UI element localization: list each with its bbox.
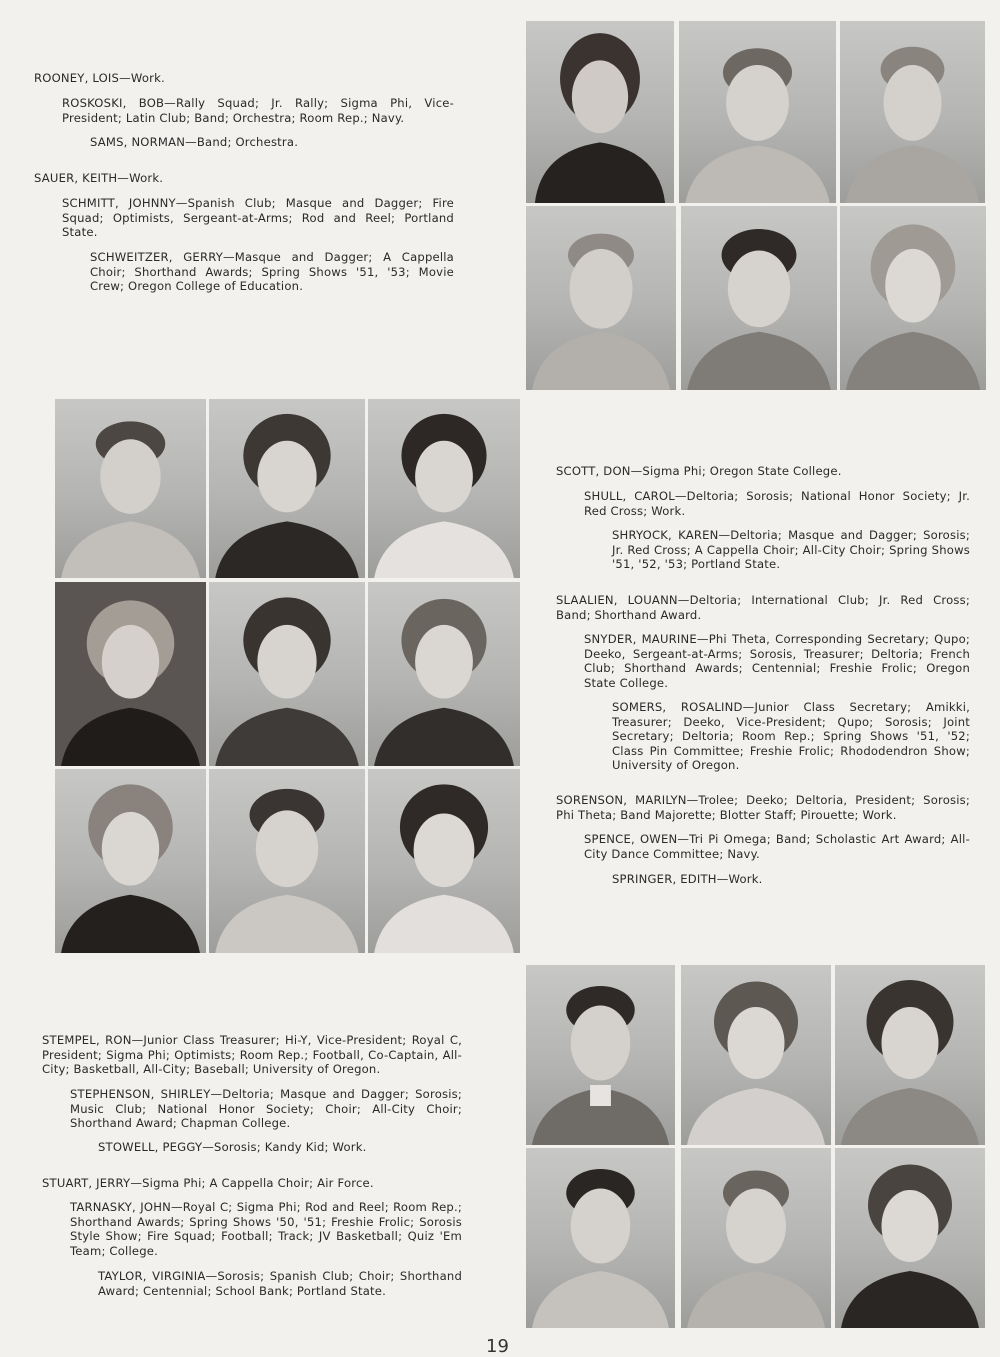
portrait-photo bbox=[526, 206, 676, 390]
portrait-photo bbox=[681, 965, 831, 1145]
portrait-photo bbox=[840, 21, 985, 203]
portrait-photo bbox=[368, 399, 520, 578]
entry-stempel: STEMPEL, RON—Junior Class Treasurer; Hi-Y, Vice-President; Royal C, President; Sigma Phi; Optimists; Room Rep.; Football, Co-Captain, All-City; Basketball, All-City; Baseball; University of Oregon. bbox=[42, 1033, 462, 1077]
portrait-photo bbox=[209, 399, 365, 578]
entry-scott: SCOTT, DON—Sigma Phi; Oregon State College. bbox=[556, 464, 842, 478]
portrait-photo bbox=[835, 965, 985, 1145]
portrait-photo bbox=[55, 399, 206, 578]
entry-spence: SPENCE, OWEN—Tri Pi Omega; Band; Scholastic Art Award; All-City Dance Committee; Navy. bbox=[584, 832, 970, 861]
portrait-photo bbox=[368, 582, 520, 766]
portrait-photo bbox=[55, 769, 206, 953]
entry-shryock: SHRYOCK, KAREN—Deltoria; Masque and Dagger; Sorosis; Jr. Red Cross; A Cappella Choir; All-City Choir; Spring Shows '51, '52, '53; Portland State. bbox=[612, 528, 970, 572]
portrait-photo bbox=[679, 21, 836, 203]
entry-sams: SAMS, NORMAN—Band; Orchestra. bbox=[90, 135, 299, 149]
entry-rooney: ROONEY, LOIS—Work. bbox=[34, 71, 165, 85]
entry-snyder: SNYDER, MAURINE—Phi Theta, Corresponding Secretary; Qupo; Deeko, Sergeant-at-Arms; Sorosis, Treasurer; Deltoria; French Club; Shorthand Awards; Centennial; Freshie Frolic; Oregon State College. bbox=[584, 632, 970, 690]
portrait-photo bbox=[209, 769, 365, 953]
portrait-photo bbox=[681, 206, 837, 390]
entry-springer: SPRINGER, EDITH—Work. bbox=[612, 872, 763, 886]
page-number: 19 bbox=[486, 1336, 509, 1357]
portrait-photo bbox=[526, 1148, 675, 1328]
portrait-photo bbox=[526, 21, 674, 203]
portrait-photo bbox=[681, 1148, 831, 1328]
entry-shull: SHULL, CAROL—Deltoria; Sorosis; National Honor Society; Jr. Red Cross; Work. bbox=[584, 489, 970, 518]
entry-stowell: STOWELL, PEGGY—Sorosis; Kandy Kid; Work. bbox=[98, 1140, 367, 1154]
entry-tarnasky: TARNASKY, JOHN—Royal C; Sigma Phi; Rod and Reel; Room Rep.; Shorthand Awards; Spring Shows '50, '51; Freshie Frolic; Sorosis Style Show; Fire Squad; Football; Track; JV Basketball; Quiz 'Em Team; College. bbox=[70, 1200, 462, 1258]
entry-taylor: TAYLOR, VIRGINIA—Sorosis; Spanish Club; Choir; Shorthand Award; Centennial; School Bank; Portland State. bbox=[98, 1269, 462, 1298]
entry-schweitzer: SCHWEITZER, GERRY—Masque and Dagger; A Cappella Choir; Shorthand Awards; Spring Shows '51, '53; Movie Crew; Oregon College of Education. bbox=[90, 250, 454, 294]
portrait-photo bbox=[368, 769, 520, 953]
entry-sorenson: SORENSON, MARILYN—Trolee; Deeko; Deltoria, President; Sorosis; Phi Theta; Band Majorette; Blotter Staff; Pirouette; Work. bbox=[556, 793, 970, 822]
entry-stephenson: STEPHENSON, SHIRLEY—Deltoria; Masque and Dagger; Sorosis; Music Club; National Honor Society; Choir; All-City Choir; Shorthand Award; Chapman College. bbox=[70, 1087, 462, 1131]
entry-stuart: STUART, JERRY—Sigma Phi; A Cappella Choir; Air Force. bbox=[42, 1176, 374, 1190]
portrait-photo bbox=[526, 965, 675, 1145]
portrait-photo bbox=[840, 206, 986, 390]
portrait-photo bbox=[209, 582, 365, 766]
entry-slaalien: SLAALIEN, LOUANN—Deltoria; International Club; Jr. Red Cross; Band; Shorthand Award. bbox=[556, 593, 970, 622]
entry-roskoski: ROSKOSKI, BOB—Rally Squad; Jr. Rally; Sigma Phi, Vice-President; Latin Club; Band; Orchestra; Room Rep.; Navy. bbox=[62, 96, 454, 125]
entry-sauer: SAUER, KEITH—Work. bbox=[34, 171, 164, 185]
entry-schmitt: SCHMITT, JOHNNY—Spanish Club; Masque and Dagger; Fire Squad; Optimists, Sergeant-at-Arms; Rod and Reel; Portland State. bbox=[62, 196, 454, 240]
entry-somers: SOMERS, ROSALIND—Junior Class Secretary; Amikki, Treasurer; Deeko, Vice-President; Qupo; Sorosis; Joint Secretary; Deltoria; Room Rep.; Spring Shows '51, '52; Class Pin Committee; Freshie Frolic; Rhododendron Show; University of Oregon. bbox=[612, 700, 970, 773]
portrait-photo bbox=[835, 1148, 985, 1328]
portrait-photo bbox=[55, 582, 206, 766]
